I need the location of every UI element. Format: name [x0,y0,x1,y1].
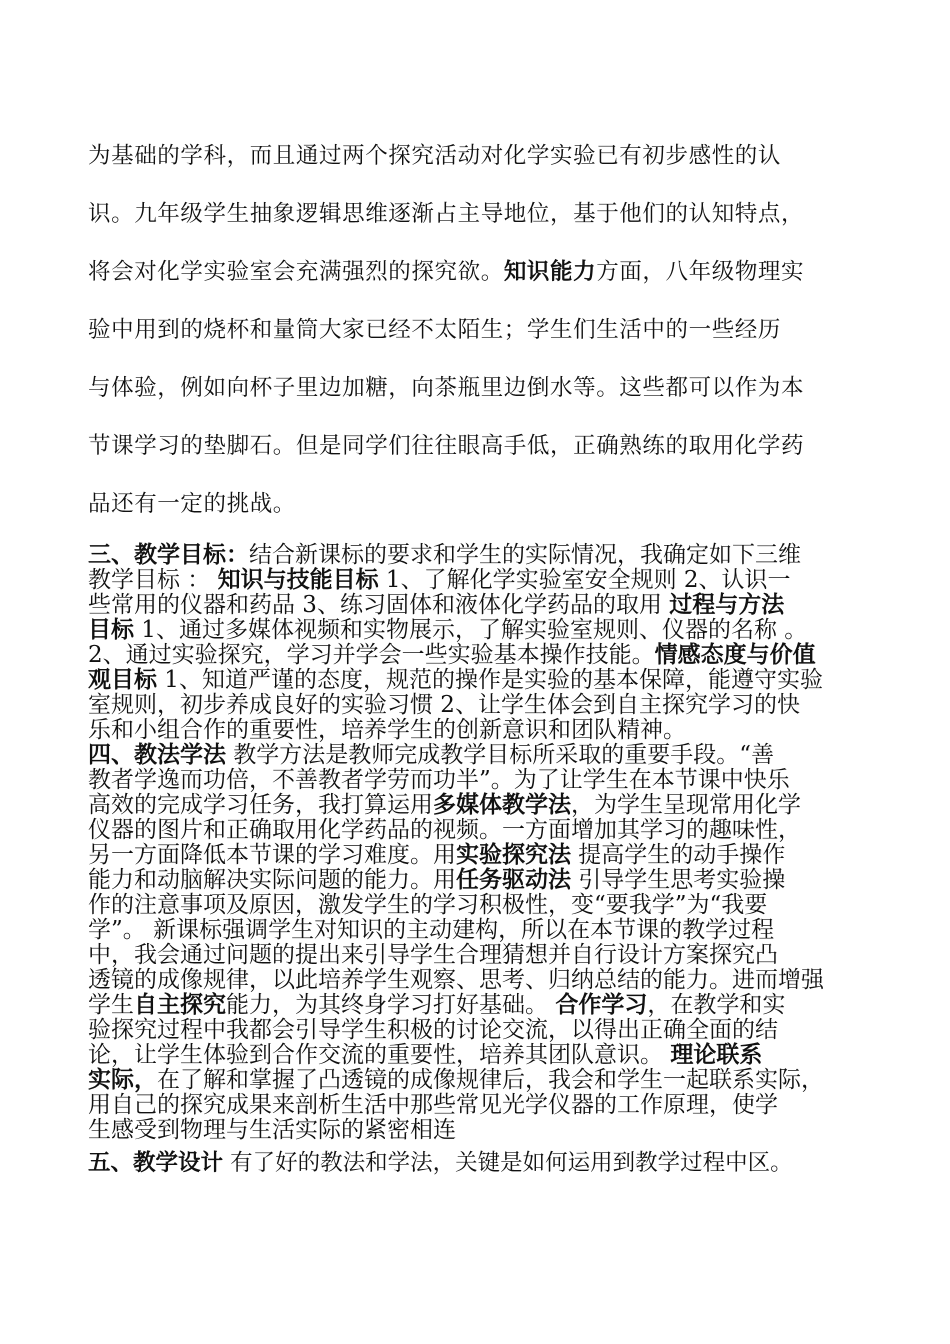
text-run: 结合新课标的要求和学生的实际情况，我确定如下三维 [249,542,801,568]
bold-keyword: 情感态度与价值 [654,641,816,668]
text-run: 仪器的图片和正确取用化学药品的视频。一方面增加其学习的趣味性， [88,817,801,843]
text-run: 论，让学生体验到合作交流的重要性，培养其团队意识。 [88,1042,671,1068]
section-heading: 三、教学目标： [88,541,249,568]
bold-keyword: 知识能力 [503,259,597,285]
text-line: 识。九年级学生抽象逻辑思维逐渐占主导地位，基于他们的认知特点， [88,201,805,227]
bold-keyword: 知识与技能目标 [217,566,379,593]
bold-keyword: 实际， [88,1066,157,1093]
text-run: 作的注意事项及原因，激发学生的学习积极性，变“要我学”为“我要 [88,892,768,918]
bold-keyword: 实验探究法 [456,841,571,868]
text-run: 在了解和掌握了凸透镜的成像规律后，我会和学生一起联系实际， [157,1067,824,1093]
text-run: 有了好的教法和学法，关键是如何运用到教学过程中区。 [223,1150,793,1176]
text-run: 中，我会通过问题的提出来引导学生合理猜想并自行设计方案探究凸 [88,942,778,968]
text-run: 能力和动脑解决实际问题的能力。用 [88,867,456,893]
bold-keyword: 自主探究 [134,991,226,1018]
bold-keyword: 任务驱动法 [456,866,571,893]
bold-keyword: 过程与方法 [669,591,785,618]
text-run: 提高学生的动手操作 [571,842,786,868]
text-run: 用自己的探究成果来剖析生活中那些常见光学仪器的工作原理，使学 [88,1092,778,1118]
text-run: ，在教学和实 [647,992,786,1018]
text-run: 教者学逸而功倍，不善教者学劳而功半”。为了让学生在本节课中快乐 [88,767,790,793]
section-heading-line [88,1145,878,1177]
text-line [88,254,878,286]
text-line: 品还有一定的挑战。 [88,491,296,517]
text-run: 高效的完成学习任务，我打算运用 [88,792,433,818]
text-run: 方面，八年级物理实 [596,259,805,285]
text-run: 验探究过程中我都会引导学生积极的讨论交流，以得出正确全面的结 [88,1017,778,1043]
text-run: 些常用的仪器和药品 3、练习固体和液体化学药品的取用 [88,592,670,618]
text-run: 将会对化学实验室会充满强烈的探究欲。 [88,259,504,285]
text-run: 学”。 新课标强调学生对知识的主动建构，所以在本节课的教学过程 [88,917,775,943]
text-line: 与体验，例如向杯子里边加糖，向茶瓶里边倒水等。这些都可以作为本 [88,375,805,401]
section-heading: 四、教法学法 [88,741,226,768]
text-run: 学生 [88,992,134,1018]
text-run: 引导学生思考实验操 [571,867,786,893]
text-run: 1、通过多媒体视频和实物展示，了解实验室规则、仪器的名称 。 [134,617,808,643]
text-line: 为基础的学科，而且通过两个探究活动对化学实验已有初步感性的认 [88,143,782,169]
text-run: 生感受到物理与生活实际的紧密相连 [88,1117,456,1143]
text-line [88,1111,878,1144]
text-run: 室规则，初步养成良好的实验习惯 2、让学生体会到自主探究学习的快 [88,692,800,718]
text-run: 透镜的成像规律，以此培养学生观察、思考、归纳总结的能力。进而增强 [88,967,824,993]
text-line: 节课学习的垫脚石。但是同学们往往眼高手低，正确熟练的取用化学药 [88,433,805,459]
bold-keyword: 目标 [88,616,134,643]
text-run: 教学目标 ： [88,567,218,593]
text-run: 能力，为其终身学习打好基础。 [226,992,556,1018]
bold-keyword: 理论联系 [670,1041,763,1068]
text-run: ，为学生呈现常用化学 [571,792,801,818]
text-run: 乐和小组合作的重要性，培养学生的创新意识和团队精神。 [88,717,686,743]
text-run: 2、通过实验探究，学习并学会一些实验基本操作技能。 [88,642,655,668]
text-run: 另一方面降低本节课的学习难度。用 [88,842,456,868]
bold-keyword: 合作学习 [555,991,648,1018]
bold-keyword: 多媒体教学法 [433,791,571,818]
text-run: 1、知道严谨的态度，规范的操作是实验的基本保障，能遵守实验 [157,667,823,693]
text-run: 教学方法是教师完成教学目标所采取的重要手段。“善 [226,742,775,768]
bold-keyword: 观目标 [88,666,157,693]
section-heading: 五、教学设计 [88,1150,224,1176]
text-line: 验中用到的烧杯和量筒大家已经不太陌生；学生们生活中的一些经历 [88,317,782,343]
text-run: 1、了解化学实验室安全规则 2、认识一 [378,567,791,593]
